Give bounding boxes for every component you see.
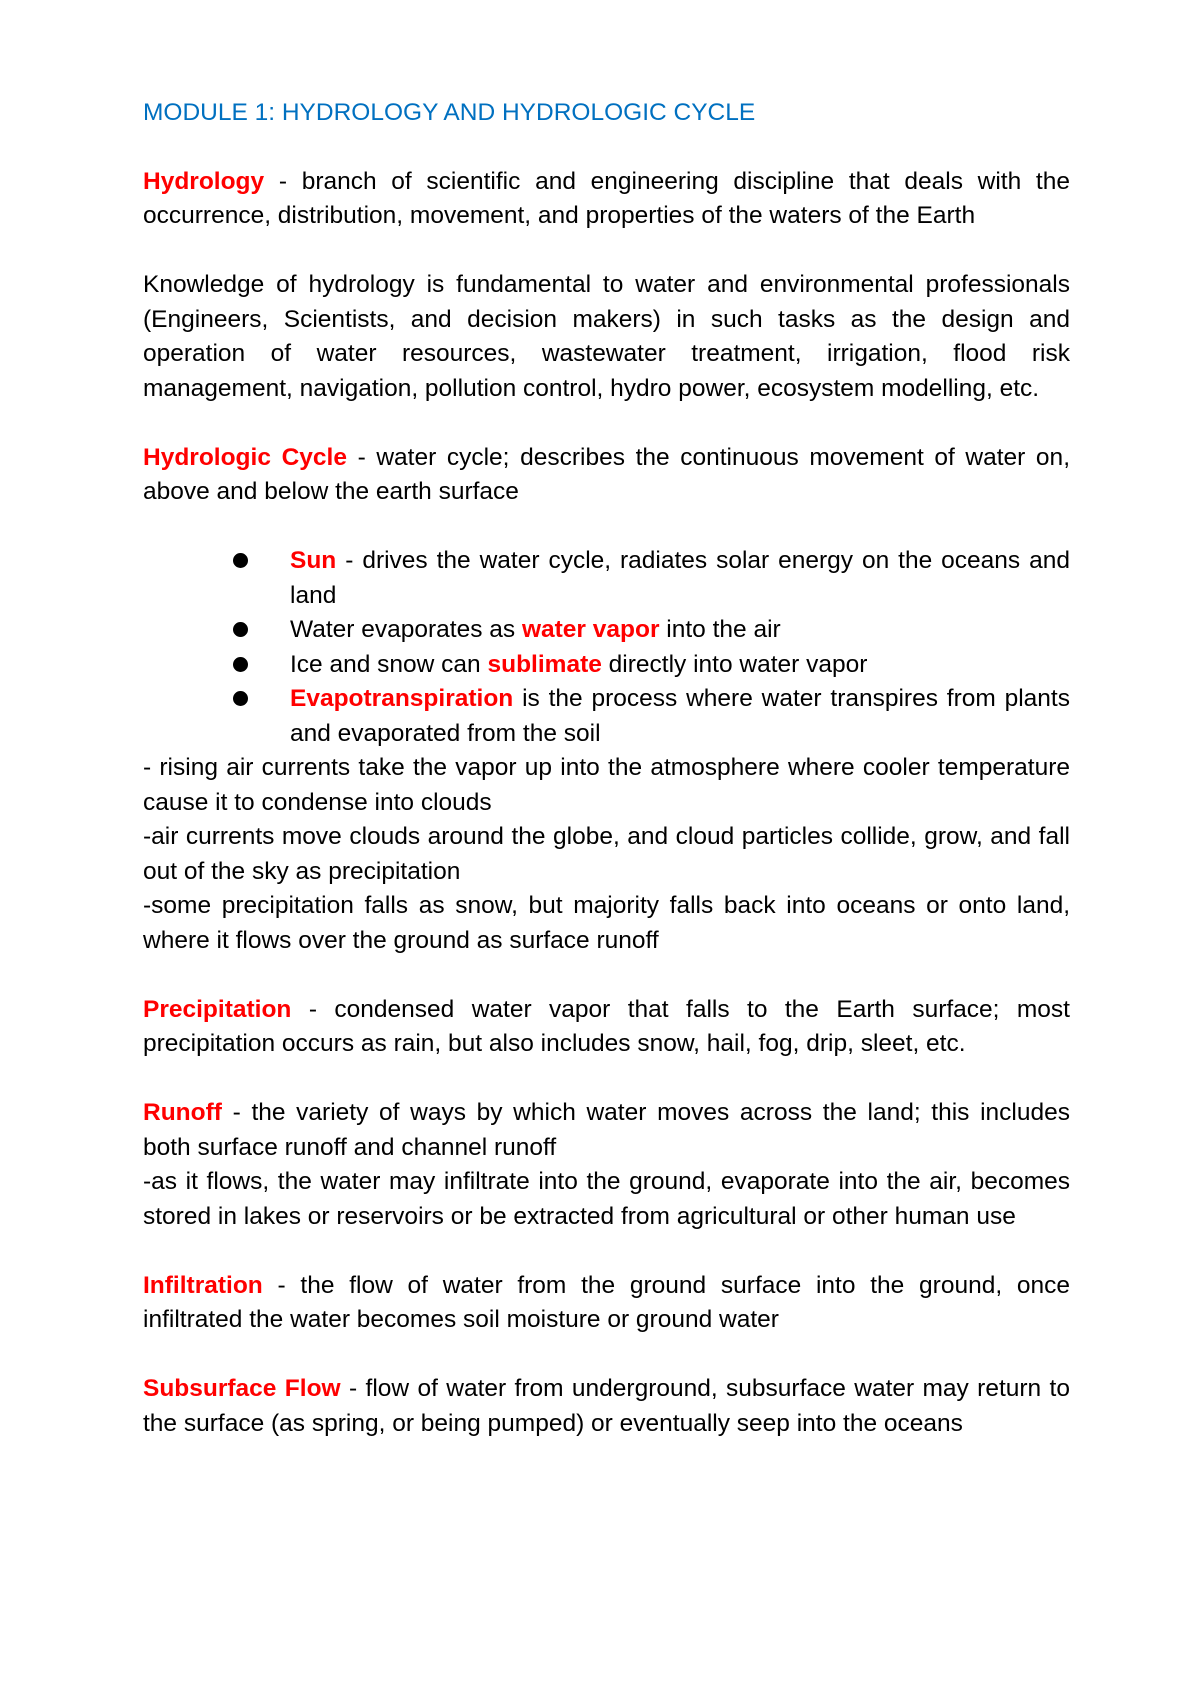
bullet-text-post: into the air	[659, 616, 781, 643]
bullet-text-pre: Water evaporates as	[290, 616, 522, 643]
subsurface-flow-definition	[143, 1372, 1070, 1441]
bullet-highlight: Sun	[290, 547, 337, 574]
bullet-highlight: Evapotranspiration	[290, 685, 514, 712]
precipitation-definition	[143, 993, 1070, 1062]
bullet-text-post: directly into water vapor	[601, 650, 868, 678]
bullet-dot-icon	[233, 691, 248, 706]
bullet-text-pre: Ice and snow can	[290, 650, 488, 678]
infiltration-text: - the flow of water from the ground surface into the ground, once infiltrated the water becomes soil moisture or ground water	[143, 1271, 1070, 1333]
document-page	[143, 96, 1070, 1476]
runoff-definition	[143, 1096, 1070, 1165]
bullet-text-post: - drives the water cycle, radiates solar energy on the oceans and land	[290, 547, 1070, 609]
bullet-dot-icon	[233, 657, 248, 672]
bullet-item-evapotranspiration	[143, 682, 1070, 751]
cycle-bullet-list	[143, 544, 1070, 751]
continuation-line-2: -air currents move clouds around the globe, and cloud particles collide, grow, and fall out of the sky as precipitation	[143, 823, 1070, 885]
bullet-item-sun	[143, 544, 1070, 613]
bullet-dot-icon	[233, 553, 248, 568]
hydrology-term: Hydrology	[143, 167, 265, 195]
infiltration-definition	[143, 1269, 1070, 1338]
bullet-text-post: is the process where water transpires from plants and evaporated from the soil	[290, 685, 1070, 747]
hydrology-text: - branch of scientific and engineering discipline that deals with the occurrence, distribution, movement, and properties of the waters of the Earth	[143, 167, 1070, 229]
runoff-extra: -as it flows, the water may infiltrate into the ground, evaporate into the air, becomes stored in lakes or reservoirs or be extracted from agricultural or other human use	[143, 1168, 1070, 1230]
hydrologic-cycle-term: Hydrologic Cycle	[143, 443, 347, 471]
continuation-line-3: -some precipitation falls as snow, but majority falls back into oceans or onto land, where it flows over the ground as surface runoff	[143, 892, 1070, 954]
infiltration-term: Infiltration	[143, 1271, 263, 1299]
subsurface-flow-text: - flow of water from underground, subsurface water may return to the surface (as spring, or being pumped) or eventually seep into the oceans	[143, 1375, 1070, 1437]
bullet-item-water-vapor	[143, 613, 1070, 648]
runoff-text: - the variety of ways by which water moves across the land; this includes both surface runoff and channel runoff	[143, 1099, 1070, 1161]
subsurface-flow-term: Subsurface Flow	[143, 1375, 341, 1402]
runoff-term: Runoff	[143, 1099, 222, 1126]
bullet-highlight: sublimate	[487, 650, 602, 678]
hydrology-definition	[143, 165, 1070, 234]
hydrologic-cycle-text: - water cycle; describes the continuous movement of water on, above and below the earth surface	[143, 443, 1070, 505]
hydrologic-cycle-definition	[143, 441, 1070, 510]
bullet-highlight: water vapor	[521, 616, 660, 643]
knowledge-paragraph: Knowledge of hydrology is fundamental to water and environmental professionals (Engineers, Scientists, and decision makers) in such tasks as the design and operation of water resources, wastewater treatment, irrigation, flood risk management, navigation, pollution control, hydro power, ecosystem modelling, etc.	[143, 271, 1070, 402]
precipitation-text: - condensed water vapor that falls to the Earth surface; most precipitation occurs as rain, but also includes snow, hail, fog, drip, sleet, etc.	[143, 995, 1070, 1057]
module-title: MODULE 1: HYDROLOGY AND HYDROLOGIC CYCLE	[143, 99, 756, 126]
bullet-item-sublimate	[143, 648, 1070, 683]
continuation-line-1: - rising air currents take the vapor up into the atmosphere where cooler temperature cause it to condense into clouds	[143, 754, 1070, 816]
precipitation-term: Precipitation	[143, 995, 292, 1023]
bullet-dot-icon	[233, 622, 248, 637]
